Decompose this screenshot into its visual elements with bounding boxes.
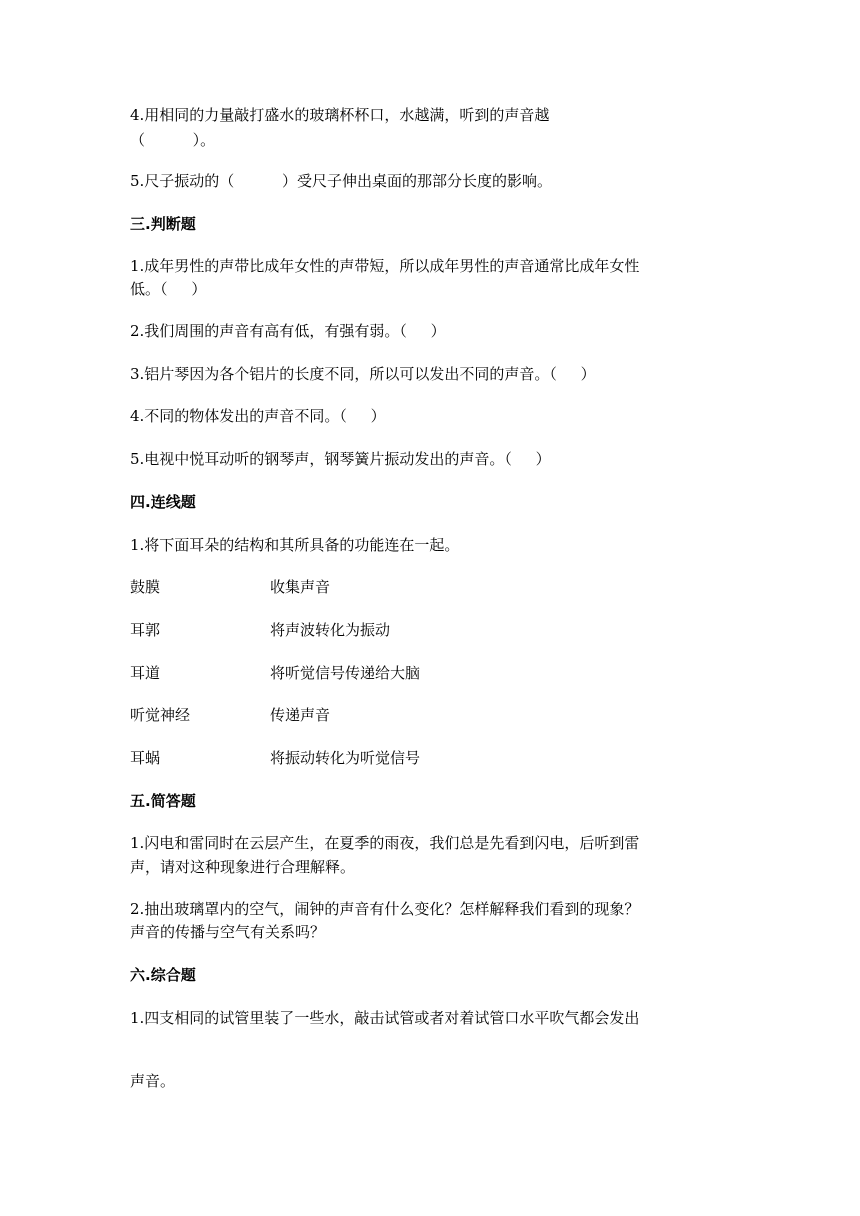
short-answer-q1-line2: 声，请对这种现象进行合理解释。: [130, 858, 356, 876]
judgement-q5: 5.电视中悦耳动听的钢琴声，钢琴簧片振动发出的声音。（ ）: [130, 450, 551, 468]
short-answer-q2-line1: 2.抽出玻璃罩内的空气，闹钟的声音有什么变化？怎样解释我们看到的现象？: [130, 900, 640, 918]
section-heading-matching: 四.连线题: [130, 493, 196, 511]
section-heading-comprehensive: 六.综合题: [130, 966, 196, 984]
judgement-q4: 4.不同的物体发出的声音不同。（ ）: [130, 407, 386, 425]
matching-left-item: 鼓膜: [130, 578, 161, 596]
matching-left-item: 耳蜗: [130, 749, 161, 767]
section-heading-judgement: 三.判断题: [130, 215, 196, 233]
comprehensive-q1-line1: 1.四支相同的试管里装了一些水，敲击试管或者对着试管口水平吹气都会发出: [130, 1009, 640, 1027]
judgement-q1-line1: 1.成年男性的声带比成年女性的声带短，所以成年男性的声音通常比成年女性: [130, 257, 640, 275]
comprehensive-q1-line2: 声音。: [130, 1072, 176, 1090]
judgement-q3: 3.铝片琴因为各个铝片的长度不同，所以可以发出不同的声音。（ ）: [130, 365, 596, 383]
judgement-q1-line2: 低。（ ）: [130, 280, 207, 298]
matching-right-item: 将听觉信号传递给大脑: [270, 664, 421, 682]
matching-right-item: 收集声音: [270, 578, 331, 596]
fill-in-q4-line1: 4.用相同的力量敲打盛水的玻璃杯杯口，水越满，听到的声音越: [130, 106, 550, 124]
matching-right-item: 传递声音: [270, 706, 331, 724]
matching-right-item: 将声波转化为振动: [270, 621, 391, 639]
matching-q1: 1.将下面耳朵的结构和其所具备的功能连在一起。: [130, 536, 460, 554]
matching-left-item: 耳道: [130, 664, 161, 682]
fill-in-q4-line2: （ ）。: [130, 131, 216, 149]
matching-right-item: 将振动转化为听觉信号: [270, 749, 421, 767]
section-heading-short-answer: 五.简答题: [130, 792, 196, 810]
matching-left-item: 耳郭: [130, 621, 161, 639]
judgement-q2: 2.我们周围的声音有高有低，有强有弱。（ ）: [130, 322, 446, 340]
fill-in-q5: 5.尺子振动的（ ）受尺子伸出桌面的那部分长度的影响。: [130, 172, 552, 190]
short-answer-q2-line2: 声音的传播与空气有关系吗？: [130, 923, 326, 941]
short-answer-q1-line1: 1.闪电和雷同时在云层产生，在夏季的雨夜，我们总是先看到闪电，后听到雷: [130, 834, 640, 852]
matching-left-item: 听觉神经: [130, 706, 191, 724]
